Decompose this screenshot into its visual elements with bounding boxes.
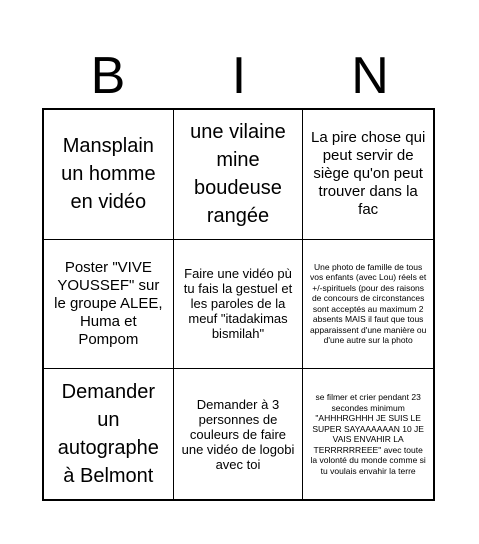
bingo-cell-r3-c1[interactable] (44, 369, 174, 499)
bingo-cell-r1-c3[interactable] (303, 110, 433, 240)
bingo-cell-r1-c1[interactable] (44, 110, 174, 240)
bingo-cell-text: La pire chose qui peut servir de siège qu'on peut trouver dans la fac (311, 129, 426, 219)
title-letter-n: N (351, 47, 389, 105)
bingo-cell-text: Demander un autographe à Belmont (57, 381, 159, 488)
title-letter-b: B (90, 47, 126, 105)
bingo-cell-text: Demander à 3 personnes de couleurs de faire une vidéo de logobi avec toi (181, 396, 295, 472)
bingo-cell-r3-c2[interactable] (174, 369, 304, 499)
bingo-cell-text: Faire une vidéo pù tu fais la gestuel et les paroles de la meuf "itadakimas bismilah" (183, 266, 293, 342)
bingo-cell-r2-c3[interactable] (303, 240, 433, 370)
bingo-cell-text: Poster "VIVE YOUSSEF" sur le groupe ALEE, Huma et Pompom (54, 258, 163, 348)
bingo-cell-r2-c1[interactable] (44, 240, 174, 370)
bingo-cell-r1-c2[interactable] (174, 110, 304, 240)
bingo-cell-text: Mansplain un homme en vidéo (61, 135, 156, 214)
bingo-cell-text: une vilaine mine boudeuse rangée (190, 121, 286, 228)
bingo-cell-r2-c2[interactable] (174, 240, 304, 370)
bingo-cell-r3-c3[interactable] (303, 369, 433, 499)
bingo-cell-text: Une photo de famille de tous vos enfants (avec Lou) réels et +/-spirituels (pour des raisons de concours de circonstances sont acceptés au maximum 2 absents MAIS il faut que tous apparaissent d'une manière ou d'une autre sur la photo (309, 261, 427, 346)
title-letter-i: I (231, 47, 247, 105)
bingo-cell-text: se filmer et crier pendant 23 secondes minimum "AHHHRGHHH JE SUIS LE SUPER SAYAAAAAAN 10 JE VAIS ENVAHIR LA TERRRRRREEE" avec toute la volonté du monde comme si tu voulais envahir la terre (310, 392, 426, 476)
bingo-grid (42, 108, 435, 501)
